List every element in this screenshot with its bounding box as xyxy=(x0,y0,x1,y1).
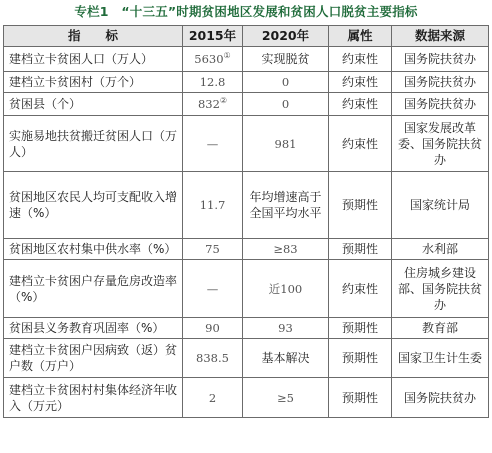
attribute-cell: 预期性 xyxy=(329,318,392,339)
attribute-cell: 约束性 xyxy=(329,116,392,172)
source-cell: 住房城乡建设部、国务院扶贫办 xyxy=(392,260,489,318)
value-2015: 5630 xyxy=(194,52,224,66)
value-2020-cell: 实现脱贫 xyxy=(243,47,329,72)
attribute-cell: 约束性 xyxy=(329,47,392,72)
footnote-marker: ① xyxy=(223,51,231,60)
table-row xyxy=(4,116,489,172)
value-2015: 832 xyxy=(197,97,220,111)
source-cell: 国务院扶贫办 xyxy=(392,47,489,72)
value-2020-cell: 近100 xyxy=(243,260,329,318)
table-title: 专栏1 “十三五”时期贫困地区发展和贫困人口脱贫主要指标 xyxy=(74,4,418,19)
value-2015-cell: 2 xyxy=(183,378,243,418)
value-2015-cell xyxy=(183,93,243,116)
value-2015-cell: — xyxy=(183,116,243,172)
value-2015-cell: 90 xyxy=(183,318,243,339)
header-indicator: 指 标 xyxy=(4,26,183,47)
value-2020-cell: 0 xyxy=(243,72,329,93)
indicator-cell: 建档立卡贫困户存量危房改造率（%） xyxy=(4,260,183,318)
table-row xyxy=(4,72,489,93)
indicator-cell: 贫困地区农村集中供水率（%） xyxy=(4,239,183,260)
attribute-cell: 预期性 xyxy=(329,239,392,260)
table-header-row xyxy=(4,26,489,47)
value-2015-cell: 12.8 xyxy=(183,72,243,93)
footnote-marker: ② xyxy=(219,96,228,105)
attribute-cell: 约束性 xyxy=(329,260,392,318)
source-cell: 国家发展改革委、国务院扶贫办 xyxy=(392,116,489,172)
value-2020-cell: ≥5 xyxy=(243,378,329,418)
attribute-cell: 预期性 xyxy=(329,172,392,239)
value-2020-cell: 0 xyxy=(243,93,329,116)
table-row xyxy=(4,378,489,418)
value-2020-cell: 基本解决 xyxy=(243,339,329,378)
indicator-cell: 贫困地区农民人均可支配收入增速（%） xyxy=(4,172,183,239)
value-2015-cell: — xyxy=(183,260,243,318)
indicator-cell: 实施易地扶贫搬迁贫困人口（万人） xyxy=(4,116,183,172)
source-cell: 教育部 xyxy=(392,318,489,339)
source-cell: 国务院扶贫办 xyxy=(392,378,489,418)
header-source: 数据来源 xyxy=(392,26,489,47)
source-cell: 国家卫生计生委 xyxy=(392,339,489,378)
table-row xyxy=(4,172,489,239)
indicator-cell: 贫困县（个） xyxy=(4,93,183,116)
header-2015: 2015年 xyxy=(183,26,243,47)
value-2020-cell: 93 xyxy=(243,318,329,339)
table-row xyxy=(4,339,489,378)
table-row xyxy=(4,318,489,339)
value-2015-cell: 11.7 xyxy=(183,172,243,239)
header-attribute: 属性 xyxy=(329,26,392,47)
value-2015-cell: 838.5 xyxy=(183,339,243,378)
indicator-cell: 贫困县义务教育巩固率（%） xyxy=(4,318,183,339)
indicator-cell: 建档立卡贫困村村集体经济年收入（万元） xyxy=(4,378,183,418)
source-cell: 水利部 xyxy=(392,239,489,260)
attribute-cell: 预期性 xyxy=(329,378,392,418)
value-2015-cell: 75 xyxy=(183,239,243,260)
source-cell: 国务院扶贫办 xyxy=(392,72,489,93)
value-2015-cell xyxy=(183,47,243,72)
table-row xyxy=(4,93,489,116)
indicator-cell: 建档立卡贫困村（万个） xyxy=(4,72,183,93)
table-row xyxy=(4,239,489,260)
source-cell: 国务院扶贫办 xyxy=(392,93,489,116)
indicator-cell: 建档立卡贫困户因病致（返）贫户数（万户） xyxy=(4,339,183,378)
table-row xyxy=(4,260,489,318)
attribute-cell: 约束性 xyxy=(329,72,392,93)
value-2020-cell: 981 xyxy=(243,116,329,172)
value-2020-cell: ≥83 xyxy=(243,239,329,260)
header-2020: 2020年 xyxy=(243,26,329,47)
attribute-cell: 预期性 xyxy=(329,339,392,378)
value-2020-cell: 年均增速高于全国平均水平 xyxy=(243,172,329,239)
attribute-cell: 约束性 xyxy=(329,93,392,116)
indicator-table xyxy=(3,25,489,418)
indicator-cell: 建档立卡贫困人口（万人） xyxy=(4,47,183,72)
source-cell: 国家统计局 xyxy=(392,172,489,239)
table-row xyxy=(4,47,489,72)
